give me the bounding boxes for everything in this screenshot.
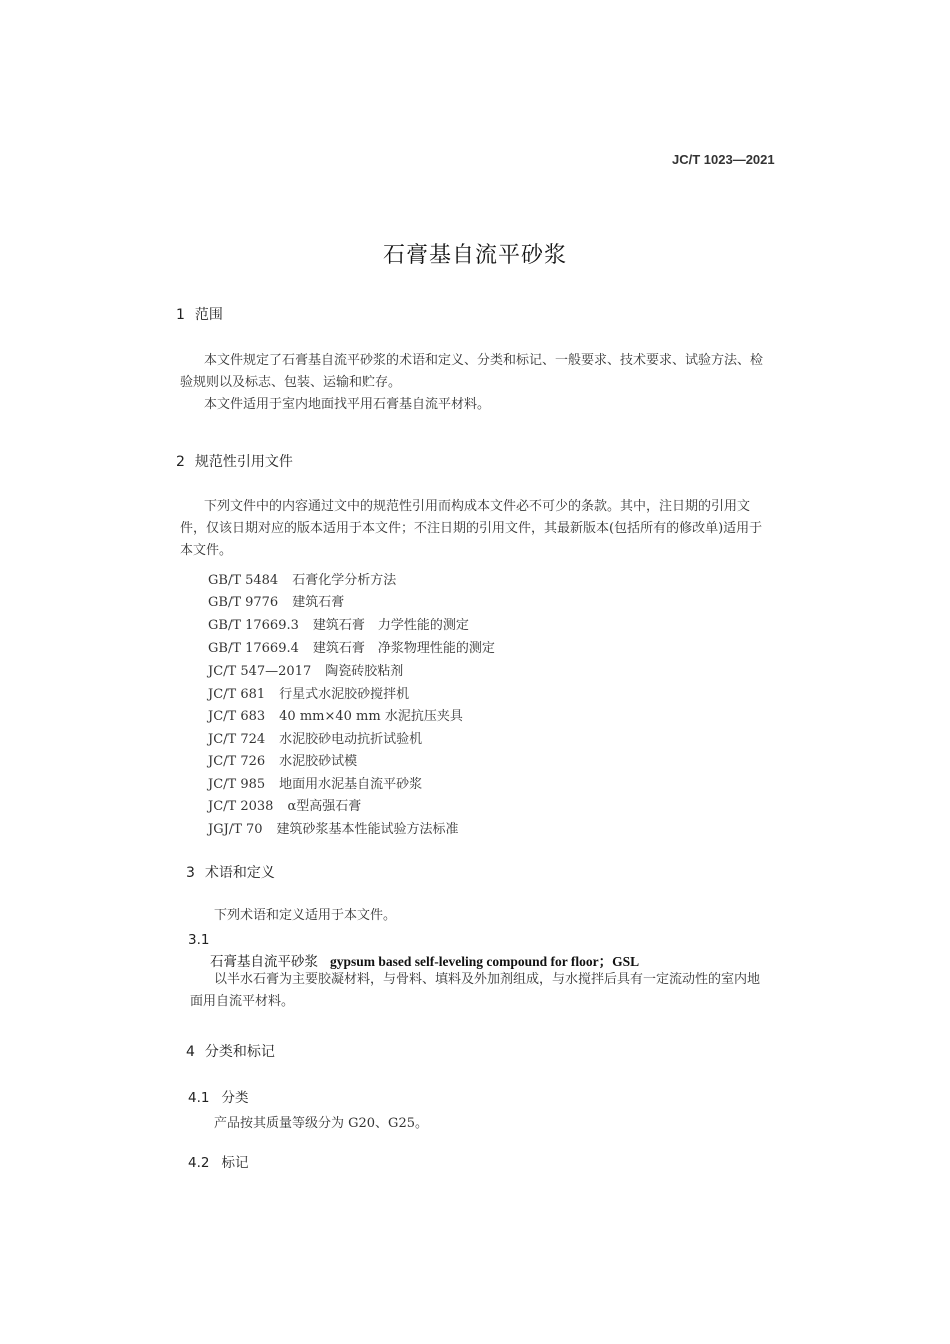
section-4-heading xyxy=(186,1041,275,1061)
section-number: 3 xyxy=(186,865,195,881)
reference-item xyxy=(208,728,422,747)
reference-name: α型高强石膏 xyxy=(287,799,362,814)
text-line: 面用自流平材料。 xyxy=(190,994,295,1009)
reference-item xyxy=(208,818,459,837)
section-title: 分类和标记 xyxy=(204,1044,275,1060)
reference-name: 水泥胶砂电动抗折试验机 xyxy=(279,732,423,747)
term-english: gypsum based self-leveling compound for floor；GSL xyxy=(330,954,640,969)
reference-code: GB/T 9776 xyxy=(208,595,279,610)
reference-name: 石膏化学分析方法 xyxy=(292,573,397,588)
reference-name: 地面用水泥基自流平砂浆 xyxy=(279,777,423,792)
reference-item xyxy=(208,591,344,610)
reference-item xyxy=(208,660,403,679)
text-line: 本文件规定了石膏基自流平砂浆的术语和定义、分类和标记、一般要求、技术要求、试验方法、检 xyxy=(204,353,764,368)
text-line: 本文件。 xyxy=(180,543,233,558)
reference-name: 行星式水泥胶砂搅拌机 xyxy=(279,687,410,702)
section-title: 范围 xyxy=(194,307,223,323)
text-line: 本文件适用于室内地面找平用石膏基自流平材料。 xyxy=(204,397,491,412)
section-2-intro xyxy=(180,496,762,562)
section-title: 规范性引用文件 xyxy=(194,454,293,470)
subsection-number: 4.2 xyxy=(188,1155,210,1171)
reference-code: JC/T 985 xyxy=(208,777,266,792)
reference-code: JC/T 547—2017 xyxy=(208,664,312,679)
reference-code: GB/T 5484 xyxy=(208,573,279,588)
term-definition xyxy=(190,969,760,1013)
reference-name: 陶瓷砖胶粘剂 xyxy=(325,664,404,679)
section-1-paragraph xyxy=(180,350,763,416)
reference-name: 建筑砂浆基本性能试验方法标准 xyxy=(276,822,459,837)
reference-name: 水泥胶砂试模 xyxy=(279,754,358,769)
reference-name: 建筑石膏 净浆物理性能的测定 xyxy=(312,641,495,656)
reference-code: JC/T 2038 xyxy=(208,799,274,814)
subsection-4-1-text: 产品按其质量等级分为 G20、G25。 xyxy=(214,1116,428,1131)
text-line: 下列文件中的内容通过文中的规范性引用而构成本文件必不可少的条款。其中，注日期的引用文 xyxy=(204,499,751,514)
text-line: 验规则以及标志、包装、运输和贮存。 xyxy=(180,375,402,390)
section-number: 2 xyxy=(176,454,185,470)
reference-code: JC/T 683 xyxy=(208,709,266,724)
text-line: 以半水石膏为主要胶凝材料，与骨料、填料及外加剂组成，与水搅拌后具有一定流动性的室内地 xyxy=(214,972,761,987)
reference-item xyxy=(208,637,495,656)
reference-name: 建筑石膏 力学性能的测定 xyxy=(312,618,469,633)
reference-name: 建筑石膏 xyxy=(292,595,345,610)
standard-number: JC/T 1023—2021 xyxy=(672,152,775,167)
term-heading xyxy=(210,950,639,970)
section-3-heading xyxy=(186,862,275,882)
reference-code: GB/T 17669.3 xyxy=(208,618,299,633)
reference-item xyxy=(208,750,357,769)
reference-code: GB/T 17669.4 xyxy=(208,641,299,656)
reference-code: JGJ/T 70 xyxy=(208,822,263,837)
reference-item xyxy=(208,569,396,588)
term-chinese: 石膏基自流平砂浆 xyxy=(210,954,318,970)
section-title: 术语和定义 xyxy=(204,865,275,881)
reference-item xyxy=(208,705,463,724)
reference-item xyxy=(208,795,361,814)
subsection-number: 4.1 xyxy=(188,1090,210,1106)
term-number: 3.1 xyxy=(188,932,210,948)
reference-item xyxy=(208,683,409,702)
reference-code: JC/T 724 xyxy=(208,732,266,747)
section-1-heading xyxy=(176,304,223,324)
reference-item xyxy=(208,614,469,633)
section-2-heading xyxy=(176,451,293,471)
reference-name: 40 mm×40 mm 水泥抗压夹具 xyxy=(279,709,463,724)
section-3-intro: 下列术语和定义适用于本文件。 xyxy=(214,908,397,923)
reference-item xyxy=(208,773,422,792)
document-title: 石膏基自流平砂浆 xyxy=(382,243,567,268)
subsection-title: 分类 xyxy=(221,1090,249,1106)
reference-code: JC/T 681 xyxy=(208,687,266,702)
subsection-4-2-heading xyxy=(188,1151,248,1171)
section-number: 4 xyxy=(186,1044,195,1060)
section-number: 1 xyxy=(176,307,185,323)
text-line: 件，仅该日期对应的版本适用于本文件；不注日期的引用文件，其最新版本(包括所有的修改单)适用于 xyxy=(180,521,763,536)
subsection-title: 标记 xyxy=(221,1155,249,1171)
subsection-4-1-heading xyxy=(188,1086,248,1106)
reference-code: JC/T 726 xyxy=(208,754,266,769)
